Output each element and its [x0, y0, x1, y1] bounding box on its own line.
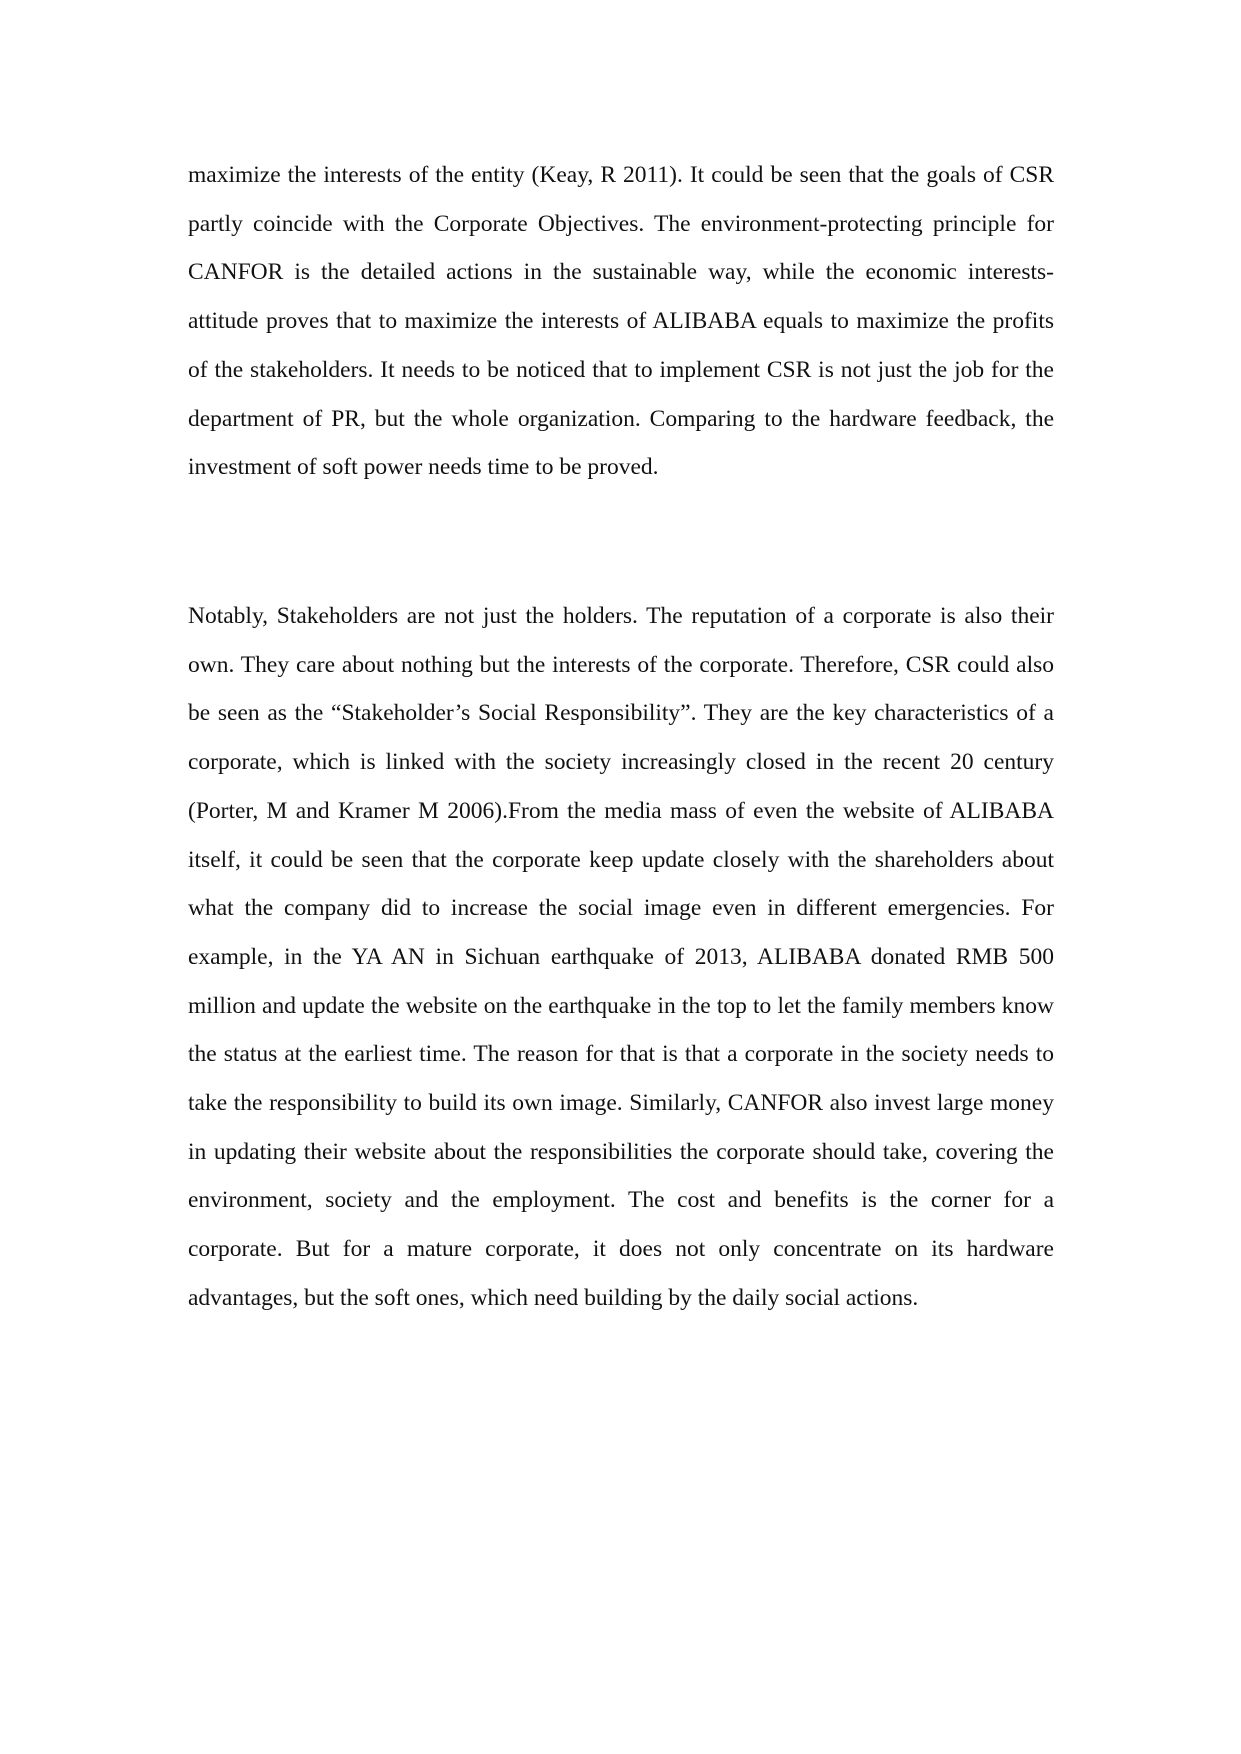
body-paragraph-2: Notably, Stakeholders are not just the holders. The reputation of a corporate is also their own. They care about nothing but the interests of the corporate. Therefore, CSR could also be seen as the “Stakeholder’s Social Responsibility”. They are the key characteristics of a corporate, which is linked with the society increasingly closed in the recent 20 century (Porter, M and Kramer M 2006).From the media mass of even the website of ALIBABA itself, it could be seen that the corporate keep update closely with the shareholders about what the company did to increase the social image even in different emergencies. For example, in the YA AN in Sichuan earthquake of 2013, ALIBABA donated RMB 500 million and update the website on the earthquake in the top to let the family members know the status at the earliest time. The reason for that is that a corporate in the society needs to take the responsibility to build its own image. Similarly, CANFOR also invest large money in updating their website about the responsibilities the corporate should take, covering the environment, society and the employment. The cost and benefits is the corner for a corporate. But for a mature corporate, it does not only concentrate on its hardware advantages, but the soft ones, which need building by the daily social actions.: [188, 603, 1054, 1311]
body-paragraph-1: maximize the interests of the entity (Keay, R 2011). It could be seen that the goals of CSR partly coincide with the Corporate Objectives. The environment-protecting principle for CANFOR is the detailed actions in the sustainable way, while the economic interests-attitude proves that to maximize the interests of ALIBABA equals to maximize the profits of the stakeholders. It needs to be noticed that to implement CSR is not just the job for the department of PR, but the whole organization. Comparing to the hardware feedback, the investment of soft power needs time to be proved.: [188, 162, 1054, 481]
